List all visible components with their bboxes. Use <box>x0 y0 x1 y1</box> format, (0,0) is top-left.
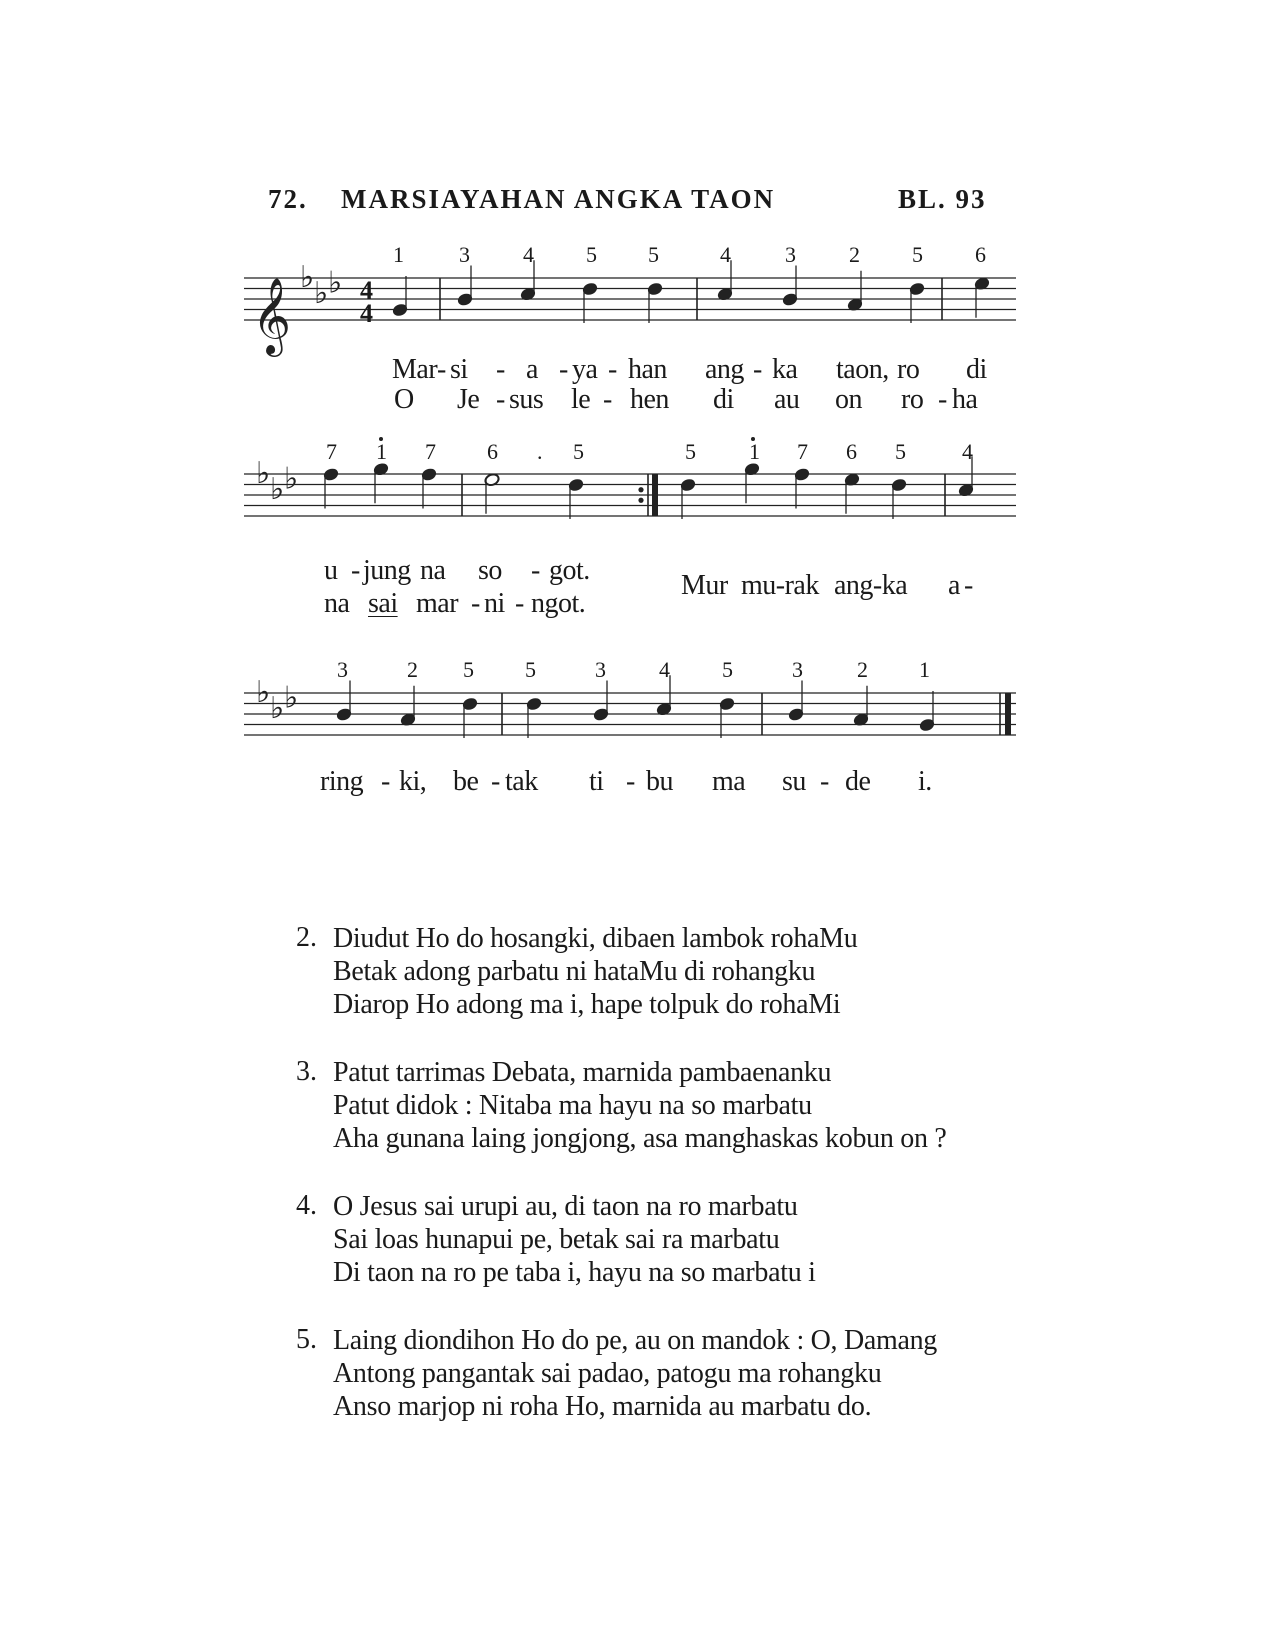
jianpu-number: 5 <box>586 242 597 267</box>
verse-line: Patut didok : Nitaba ma hayu na so marbatu <box>333 1090 812 1121</box>
lyric-syllable: - <box>938 384 947 415</box>
repeat-dot <box>638 498 643 503</box>
jianpu-number: 5 <box>685 439 696 464</box>
repeat-barline-thick <box>652 474 658 516</box>
lyric-syllable: ni <box>484 588 505 619</box>
hymn-number: 72. <box>268 184 308 214</box>
lyric-syllable: na <box>324 588 350 619</box>
verse-line: Aha gunana laing jongjong, asa manghaskas kobun on ? <box>333 1123 947 1154</box>
lyric-syllable: ngot. <box>531 588 586 619</box>
jianpu-number: 3 <box>792 657 803 682</box>
jianpu-number: 1 <box>376 439 387 464</box>
lyric-syllable: tak <box>505 766 538 797</box>
jianpu-number: 3 <box>595 657 606 682</box>
jianpu-number: 7 <box>326 439 337 464</box>
jianpu-number: 1 <box>919 657 930 682</box>
lyric-syllable: Je <box>457 384 480 415</box>
lyric-syllable: su <box>782 766 806 797</box>
verse-number: 4. <box>296 1190 317 1221</box>
lyric-syllable: de <box>845 766 871 797</box>
lyric-syllable: - <box>608 354 617 385</box>
lyric-syllable: - <box>496 354 505 385</box>
lyric-syllable: - <box>351 555 360 586</box>
verse-line: Sai loas hunapui pe, betak sai ra marbatu <box>333 1224 780 1255</box>
lyric-syllable: u <box>324 555 338 586</box>
jianpu-number: 1 <box>749 439 760 464</box>
lyric-syllable: - <box>531 555 540 586</box>
flat-icon: ♭ <box>270 690 285 726</box>
time-signature-top: 4 <box>360 276 373 305</box>
verse-line: Anso marjop ni roha Ho, marnida au marbatu do. <box>333 1391 872 1422</box>
time-signature-bottom: 4 <box>360 299 373 328</box>
lyric-syllable: taon, <box>836 354 889 385</box>
verses-section <box>296 922 947 1458</box>
lyric-syllable: on <box>835 384 862 415</box>
lyric-syllable: a <box>948 570 960 601</box>
lyric-syllable: au <box>774 384 800 415</box>
verse-line: O Jesus sai urupi au, di taon na ro marbatu <box>333 1191 798 1222</box>
lyric-syllable: sai <box>368 588 398 619</box>
jianpu-number: 6 <box>487 439 498 464</box>
jianpu-number: 5 <box>648 242 659 267</box>
lyric-syllable: ang-ka <box>834 570 908 601</box>
lyric-syllable: - <box>515 588 524 619</box>
lyric-syllable: hen <box>630 384 669 415</box>
verse-line: Laing diondihon Ho do pe, au on mandok : O, Damang <box>333 1325 938 1356</box>
flat-icon: ♭ <box>256 456 271 491</box>
lyric-syllable: - <box>626 766 635 797</box>
lyric-syllable: ki, <box>399 766 427 797</box>
verse-3 <box>296 1056 947 1155</box>
jianpu-number: 5 <box>895 439 906 464</box>
verse-line: Diarop Ho adong ma i, hape tolpuk do rohaMi <box>333 989 841 1020</box>
verse-number: 5. <box>296 1324 317 1355</box>
lyric-syllable: a <box>526 354 538 385</box>
verse-5 <box>296 1324 947 1423</box>
lyric-syllable: i. <box>918 766 932 797</box>
lyric-syllable: - <box>820 766 829 797</box>
lyric-syllable: - <box>496 384 505 415</box>
lyric-syllable: - <box>381 766 390 797</box>
lyric-syllable: ma <box>712 766 746 797</box>
jianpu-number: 2 <box>849 242 860 267</box>
treble-clef-icon: 𝄞 <box>252 277 292 354</box>
lyric-syllable: di <box>713 384 734 415</box>
repeat-dot <box>638 487 643 492</box>
lyric-syllable: so <box>478 555 502 586</box>
jianpu-number: 6 <box>846 439 857 464</box>
final-barline-thick <box>1005 693 1011 735</box>
lyric-syllable: ro <box>901 384 924 415</box>
lyric-syllable: ro <box>897 354 920 385</box>
verse-line: Diudut Ho do hosangki, dibaen lambok rohaMu <box>333 923 858 954</box>
lyric-syllable: - <box>753 354 762 385</box>
jianpu-number: 6 <box>975 242 986 267</box>
lyric-syllable: - <box>491 766 500 797</box>
lyric-syllable: O <box>394 384 414 415</box>
lyric-syllable: ka <box>772 354 798 385</box>
jianpu-number: 5 <box>912 242 923 267</box>
lyric-syllable: han <box>628 354 667 385</box>
jianpu-number: 7 <box>425 439 436 464</box>
flat-icon: ♭ <box>284 461 299 497</box>
jianpu-number: . <box>537 439 543 464</box>
jianpu-number: 1 <box>393 242 404 267</box>
jianpu-number: 3 <box>459 242 470 267</box>
hymn-title: MARSIAYAHAN ANGKA TAON <box>341 184 776 214</box>
jianpu-number: 2 <box>857 657 868 682</box>
verse-line: Antong pangantak sai padao, patogu ma rohangku <box>333 1358 882 1389</box>
jianpu-number: 5 <box>573 439 584 464</box>
flat-icon: ♭ <box>284 680 299 716</box>
lyric-syllable: - <box>437 354 446 385</box>
jianpu-number: 4 <box>720 242 731 267</box>
lyric-syllable: ti <box>589 766 604 797</box>
flat-icon: ♭ <box>314 275 329 311</box>
lyric-syllable: - <box>603 384 612 415</box>
lyric-syllable: sus <box>509 384 544 415</box>
verse-line: Di taon na ro pe taba i, hayu na so marbatu i <box>333 1257 816 1288</box>
lyric-syllable: - <box>471 588 480 619</box>
lyric-syllable: Mur <box>681 570 728 601</box>
lyric-syllable: be <box>453 766 479 797</box>
flat-icon: ♭ <box>270 471 285 507</box>
lyric-syllable: got. <box>549 555 590 586</box>
jianpu-number: 7 <box>797 439 808 464</box>
flat-icon: ♭ <box>300 260 315 295</box>
verse-number: 3. <box>296 1056 317 1087</box>
lyric-syllable: mar <box>416 588 459 619</box>
jianpu-number: 2 <box>407 657 418 682</box>
jianpu-number: 3 <box>337 657 348 682</box>
lyric-syllable: Mar <box>392 354 438 385</box>
flat-icon: ♭ <box>328 265 343 301</box>
jianpu-number: 5 <box>463 657 474 682</box>
lyric-syllable: di <box>966 354 987 385</box>
lyric-syllable: - <box>964 570 973 601</box>
lyric-syllable: mu-rak <box>741 570 819 601</box>
lyric-syllable: le <box>571 384 591 415</box>
jianpu-number: 4 <box>659 657 670 682</box>
verse-line: Patut tarrimas Debata, marnida pambaenanku <box>333 1057 832 1088</box>
hymn-reference: BL. 93 <box>898 184 987 214</box>
jianpu-number: 4 <box>962 439 973 464</box>
lyric-syllable: si <box>450 354 468 385</box>
lyric-syllable: jung <box>363 555 411 586</box>
jianpu-number: 4 <box>523 242 534 267</box>
lyric-syllable: bu <box>646 766 673 797</box>
jianpu-number: 3 <box>785 242 796 267</box>
verse-4 <box>296 1190 947 1289</box>
lyric-syllable: ha <box>952 384 978 415</box>
lyric-syllable: ang <box>705 354 744 385</box>
jianpu-number: 5 <box>722 657 733 682</box>
verse-2 <box>296 922 947 1021</box>
lyric-syllable: na <box>420 555 446 586</box>
lyric-syllable: - <box>559 354 568 385</box>
lyric-syllable: ya <box>572 354 598 385</box>
verse-number: 2. <box>296 922 317 953</box>
lyric-syllable: ring <box>320 766 364 797</box>
verse-line: Betak adong parbatu ni hataMu di rohangku <box>333 956 816 987</box>
flat-icon: ♭ <box>256 675 271 710</box>
jianpu-number: 5 <box>525 657 536 682</box>
